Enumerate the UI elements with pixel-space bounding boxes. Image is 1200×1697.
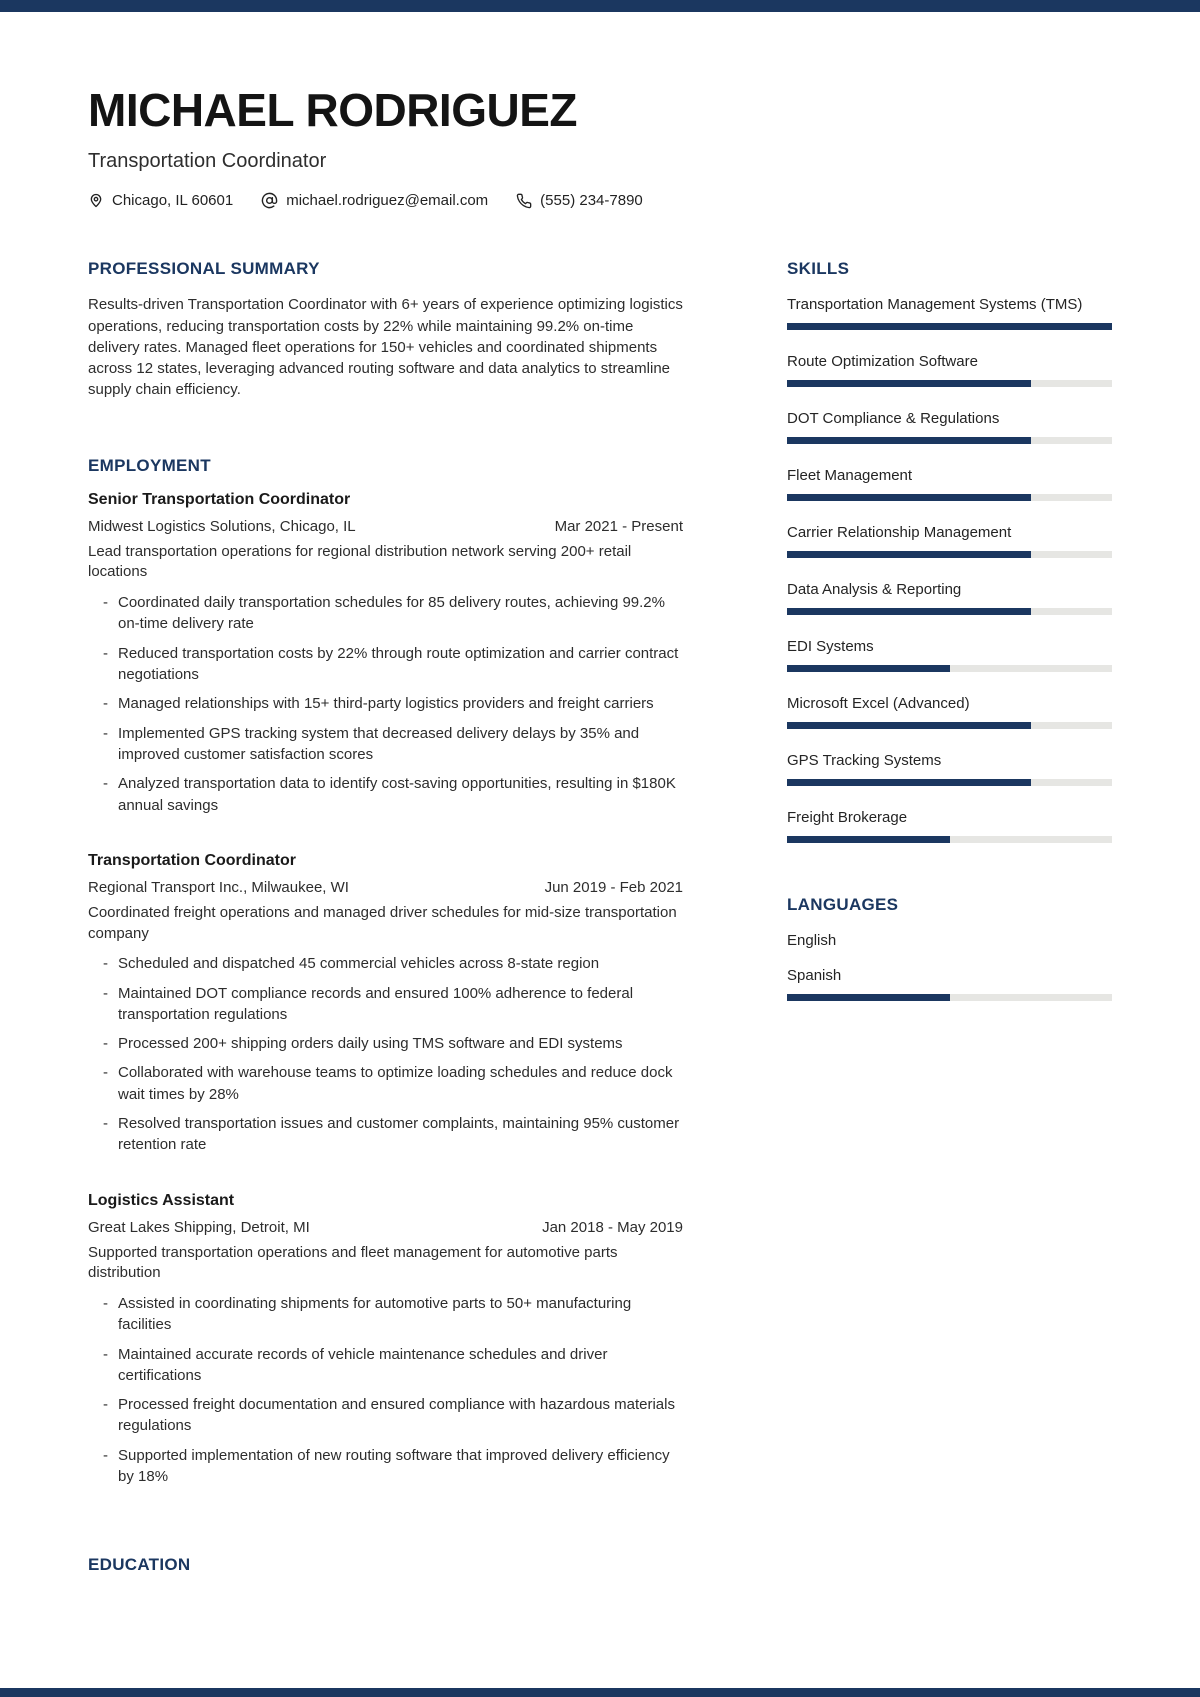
bullet-item: - Analyzed transportation data to identify cost-saving opportunities, resulting in $180K annual savings <box>88 773 683 816</box>
at-sign-icon <box>261 192 278 209</box>
candidate-name: MICHAEL RODRIGUEZ <box>88 84 577 136</box>
job-dates: Jan 2018 - May 2019 <box>542 1218 683 1236</box>
skill-bar-fill <box>787 608 1031 615</box>
skill-name: Data Analysis & Reporting <box>787 581 962 599</box>
phone-icon <box>516 193 532 209</box>
skill-bar-fill <box>787 437 1031 444</box>
resume-body-columns <box>88 259 1112 1575</box>
employment-section <box>88 456 683 1488</box>
skill-bar-fill <box>787 779 1031 786</box>
resume-header <box>88 0 1112 209</box>
education-section <box>88 1555 683 1575</box>
skill-bar-fill <box>787 494 1031 501</box>
skill-item <box>787 408 1112 444</box>
skill-bar-fill <box>787 323 1112 330</box>
skill-name: Transportation Management Systems (TMS) <box>787 296 1083 314</box>
job-position: Transportation Coordinator <box>88 851 296 869</box>
employment-heading: EMPLOYMENT <box>88 455 211 475</box>
skill-bar-track <box>787 608 1112 615</box>
skill-item <box>787 294 1112 330</box>
job-description: Lead transportation operations for regional distribution network serving 200+ retail locations <box>88 542 632 581</box>
language-item <box>787 930 1112 951</box>
job-description: Supported transportation operations and fleet management for automotive parts distribution <box>88 1243 618 1282</box>
skill-item <box>787 693 1112 729</box>
job-dates: Jun 2019 - Feb 2021 <box>544 878 683 896</box>
job-company-line <box>88 1219 683 1236</box>
skill-bar-track <box>787 551 1112 558</box>
skill-bar-track <box>787 665 1112 672</box>
bullet-item: - Scheduled and dispatched 45 commercial vehicles across 8-state region <box>88 953 683 974</box>
skill-bar-track <box>787 836 1112 843</box>
skill-bar-track <box>787 380 1112 387</box>
skill-name: GPS Tracking Systems <box>787 752 942 770</box>
skill-item <box>787 807 1112 843</box>
job-entry <box>88 491 683 816</box>
job-company-line <box>88 879 683 896</box>
skill-item <box>787 636 1112 672</box>
skill-bar-track <box>787 494 1112 501</box>
skill-name: EDI Systems <box>787 638 874 656</box>
skill-name: Carrier Relationship Management <box>787 524 1012 542</box>
sidebar-column <box>787 259 1112 1575</box>
bullet-item: - Maintained accurate records of vehicle maintenance schedules and driver certifications <box>88 1344 683 1387</box>
skill-bar-fill <box>787 380 1031 387</box>
bullet-item: - Resolved transportation issues and customer complaints, maintaining 95% customer retention rate <box>88 1113 683 1156</box>
language-bar-track <box>787 994 1112 1001</box>
language-item <box>787 965 1112 1001</box>
contact-email-text: michael.rodriguez@email.com <box>286 192 489 210</box>
skill-bar-fill <box>787 665 950 672</box>
skill-bar-track <box>787 437 1112 444</box>
contact-phone-text: (555) 234-7890 <box>540 192 643 210</box>
professional-summary-heading: PROFESSIONAL SUMMARY <box>88 259 320 279</box>
job-description: Coordinated freight operations and managed driver schedules for mid-size transportation company <box>88 903 677 942</box>
professional-summary-text: Results-driven Transportation Coordinator with 6+ years of experience optimizing logistics operations, reducing transportation costs by 22% while maintaining 99.2% on-time delivery rates. Managed fleet operations for 150+ vehicles and coordinated shipments across 12 states, leveraging advanced routing software and data analytics to streamline supply chain efficiency. <box>88 296 683 399</box>
bullet-item: - Supported implementation of new routing software that improved delivery efficiency by 18% <box>88 1445 683 1488</box>
bullet-item: - Processed 200+ shipping orders daily using TMS software and EDI systems <box>88 1033 683 1054</box>
skill-name: Freight Brokerage <box>787 809 908 827</box>
skill-name: Fleet Management <box>787 467 913 485</box>
job-entry <box>88 1192 683 1488</box>
skills-section <box>787 259 1112 843</box>
job-bullets <box>88 1293 683 1487</box>
job-position: Logistics Assistant <box>88 1191 235 1209</box>
contact-location <box>88 192 233 209</box>
skill-bar-fill <box>787 836 950 843</box>
job-company: Great Lakes Shipping, Detroit, MI <box>88 1218 310 1236</box>
job-bullets <box>88 953 683 1155</box>
bullet-item: - Processed freight documentation and ensured compliance with hazardous materials regulations <box>88 1394 683 1437</box>
skill-bar-track <box>787 722 1112 729</box>
bullet-item: - Reduced transportation costs by 22% through route optimization and carrier contract negotiations <box>88 643 683 686</box>
professional-summary-section <box>88 259 683 400</box>
skill-bar-fill <box>787 722 1031 729</box>
languages-section <box>787 895 1112 1001</box>
bullet-item: - Collaborated with warehouse teams to optimize loading schedules and reduce dock wait times by 28% <box>88 1062 683 1105</box>
contact-row <box>88 192 1112 209</box>
candidate-title: Transportation Coordinator <box>88 150 327 173</box>
contact-location-text: Chicago, IL 60601 <box>112 192 234 210</box>
page-top-accent-bar <box>0 0 1200 12</box>
job-company-line <box>88 518 683 535</box>
skill-bar-fill <box>787 551 1031 558</box>
bullet-item: - Managed relationships with 15+ third-party logistics providers and freight carriers <box>88 693 683 714</box>
education-heading: EDUCATION <box>88 1555 191 1575</box>
job-position: Senior Transportation Coordinator <box>88 490 351 508</box>
skill-bar-track <box>787 323 1112 330</box>
skill-name: Microsoft Excel (Advanced) <box>787 695 970 713</box>
job-company: Regional Transport Inc., Milwaukee, WI <box>88 878 349 896</box>
language-name: Spanish <box>787 967 842 985</box>
job-company: Midwest Logistics Solutions, Chicago, IL <box>88 517 356 535</box>
job-entry <box>88 852 683 1156</box>
skill-item <box>787 522 1112 558</box>
skill-bar-track <box>787 779 1112 786</box>
page-bottom-accent-bar <box>0 1688 1200 1697</box>
bullet-item: - Implemented GPS tracking system that decreased delivery delays by 35% and improved customer satisfaction scores <box>88 723 683 766</box>
main-column <box>88 259 683 1575</box>
bullet-item: - Coordinated daily transportation schedules for 85 delivery routes, achieving 99.2% on-time delivery rate <box>88 592 683 635</box>
skill-item <box>787 465 1112 501</box>
job-dates: Mar 2021 - Present <box>554 517 683 535</box>
language-name: English <box>787 932 837 950</box>
job-bullets <box>88 592 683 816</box>
bullet-item: - Maintained DOT compliance records and ensured 100% adherence to federal transportation regulations <box>88 983 683 1026</box>
skill-item <box>787 750 1112 786</box>
language-bar-fill <box>787 994 950 1001</box>
skills-heading: SKILLS <box>787 259 850 279</box>
contact-email <box>261 192 488 209</box>
skill-name: Route Optimization Software <box>787 353 978 371</box>
skill-item <box>787 579 1112 615</box>
bullet-item: - Assisted in coordinating shipments for automotive parts to 50+ manufacturing facilities <box>88 1293 683 1336</box>
skill-name: DOT Compliance & Regulations <box>787 410 1000 428</box>
contact-phone <box>516 192 643 209</box>
skill-item <box>787 351 1112 387</box>
languages-heading: LANGUAGES <box>787 895 899 915</box>
location-pin-icon <box>88 192 104 209</box>
